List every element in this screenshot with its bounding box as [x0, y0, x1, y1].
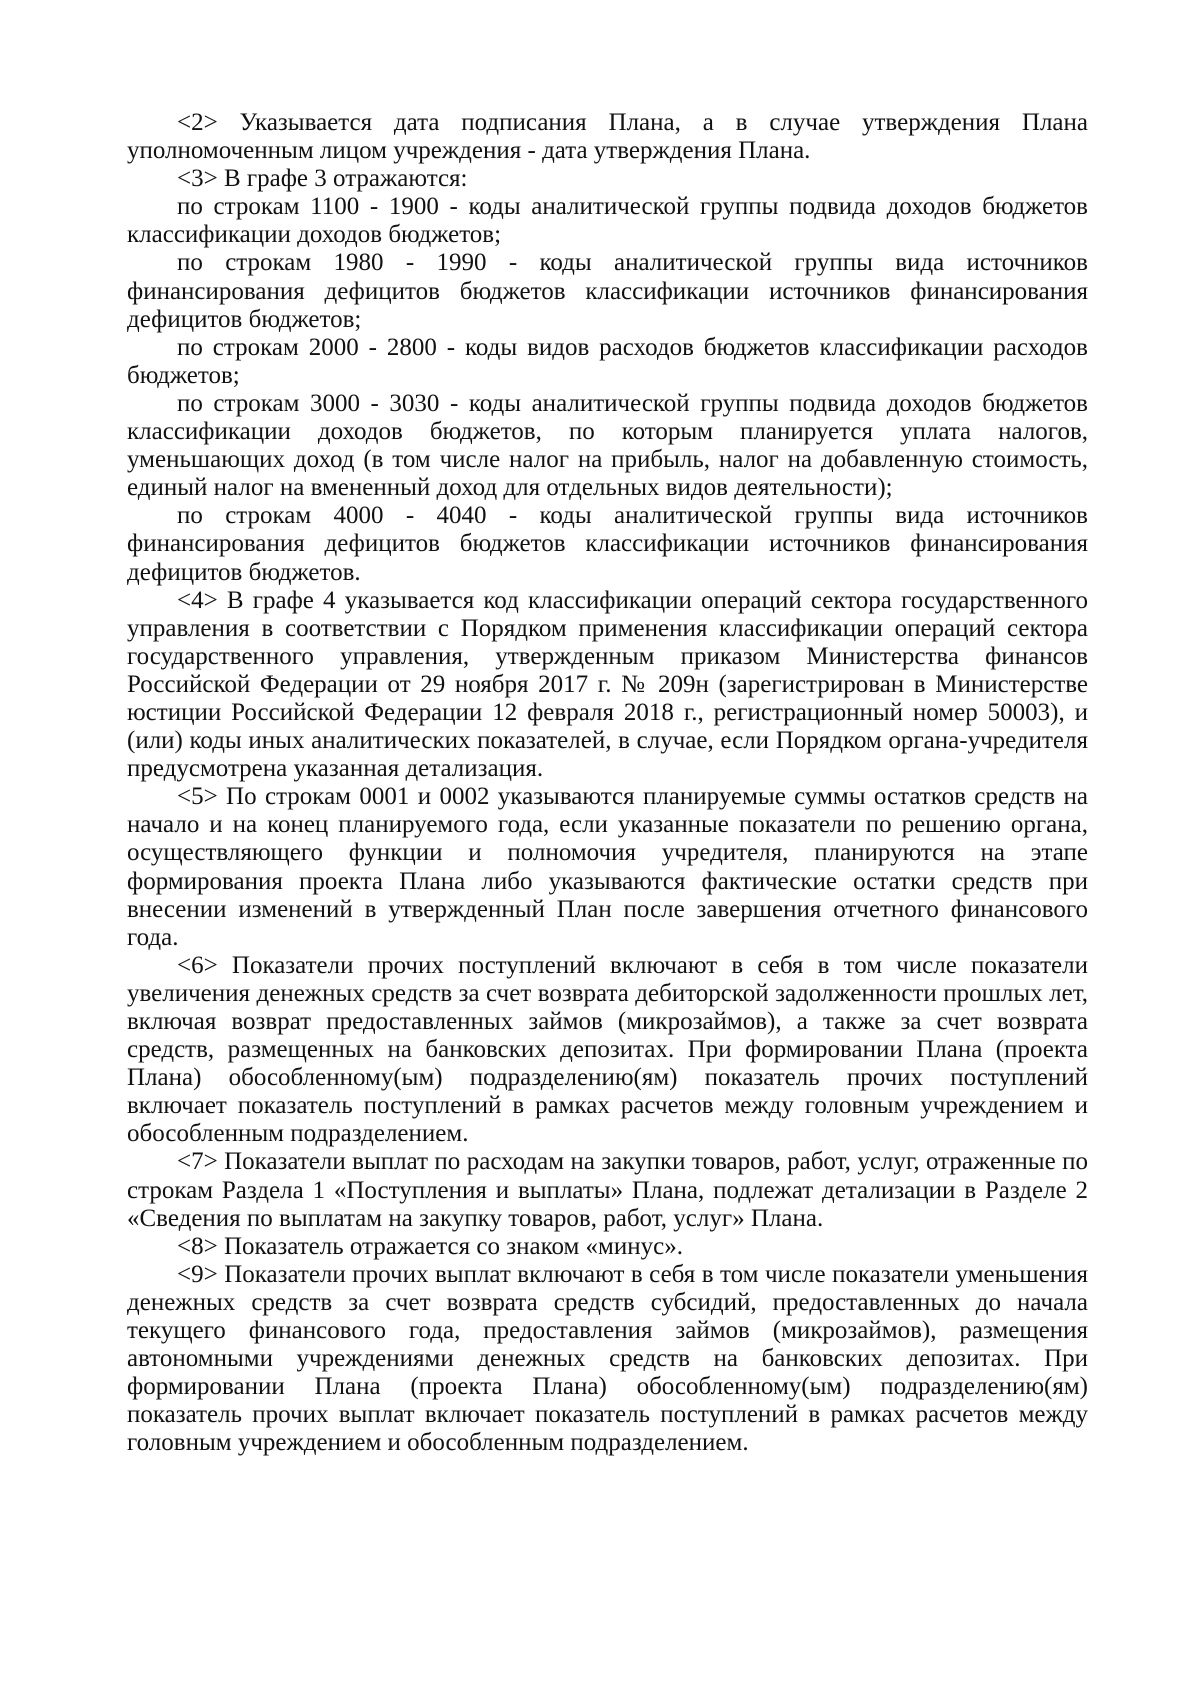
- footnote-3-item-3000-3030: по строкам 3000 - 3030 - коды аналитической группы подвида доходов бюджетов классификации доходов бюджетов, по которым планируется уплата налогов, уменьшающих доход (в том числе налог на прибыль, налог на добавленную стоимость, единый налог на вмененный доход для отдельных видов деятельности);: [127, 389, 1088, 502]
- footnote-2: <2> Указывается дата подписания Плана, а в случае утверждения Плана уполномоченным лицом учреждения - дата утверждения Плана.: [127, 109, 1088, 165]
- footnote-3-item-1100-1900: по строкам 1100 - 1900 - коды аналитической группы подвида доходов бюджетов классификации доходов бюджетов;: [127, 193, 1088, 249]
- footnote-7: <7> Показатели выплат по расходам на закупки товаров, работ, услуг, отраженные по строкам Раздела 1 «Поступления и выплаты» Плана, подлежат детализации в Разделе 2 «Сведения по выплатам на закупку товаров, работ, услуг» Плана.: [127, 1148, 1088, 1232]
- footnote-5: <5> По строкам 0001 и 0002 указываются планируемые суммы остатков средств на начало и на конец планируемого года, если указанные показатели по решению органа, осуществляющего функции и полномочия учредителя, планируются на этапе формирования проекта Плана либо указываются фактические остатки средств при внесении изменений в утвержденный План после завершения отчетного финансового года.: [127, 783, 1088, 951]
- document-page: [127, 109, 1088, 1458]
- footnote-8: <8> Показатель отражается со знаком «минус».: [177, 1232, 683, 1260]
- footnote-4: <4> В графе 4 указывается код классификации операций сектора государственного управления в соответствии с Порядком применения классификации операций сектора государственного управления, утвержденным приказом Министерства финансов Российской Федерации от 29 ноября 2017 г. № 209н (зарегистрирован в Министерстве юстиции Российской Федерации 12 февраля 2018 г., регистрационный номер 50003), и (или) коды иных аналитических показателей, в случае, если Порядком органа-учредителя предусмотрена указанная детализация.: [127, 586, 1088, 783]
- footnote-3-heading: <3> В графе 3 отражаются:: [177, 165, 468, 193]
- footnote-3-item-2000-2800: по строкам 2000 - 2800 - коды видов расходов бюджетов классификации расходов бюджетов;: [127, 333, 1088, 389]
- footnote-3-item-1980-1990: по строкам 1980 - 1990 - коды аналитической группы вида источников финансирования дефицитов бюджетов классификации источников финансирования дефицитов бюджетов;: [127, 249, 1088, 333]
- footnote-3-item-4000-4040: по строкам 4000 - 4040 - коды аналитической группы вида источников финансирования дефицитов бюджетов классификации источников финансирования дефицитов бюджетов.: [127, 502, 1088, 586]
- footnote-9: <9> Показатели прочих выплат включают в себя в том числе показатели уменьшения денежных средств за счет возврата средств субсидий, предоставленных до начала текущего финансового года, предоставления займов (микрозаймов), размещения автономными учреждениями денежных средств на банковских депозитах. При формировании Плана (проекта Плана) обособленному(ым) подразделению(ям) показатель прочих выплат включает показатель поступлений в рамках расчетов между головным учреждением и обособленным подразделением.: [127, 1260, 1088, 1457]
- footnote-6: <6> Показатели прочих поступлений включают в себя в том числе показатели увеличения денежных средств за счет возврата дебиторской задолженности прошлых лет, включая возврат предоставленных займов (микрозаймов), а также за счет возврата средств, размещенных на банковских депозитах. При формировании Плана (проекта Плана) обособленному(ым) подразделению(ям) показатель прочих поступлений включает показатель поступлений в рамках расчетов между головным учреждением и обособленным подразделением.: [127, 951, 1088, 1148]
